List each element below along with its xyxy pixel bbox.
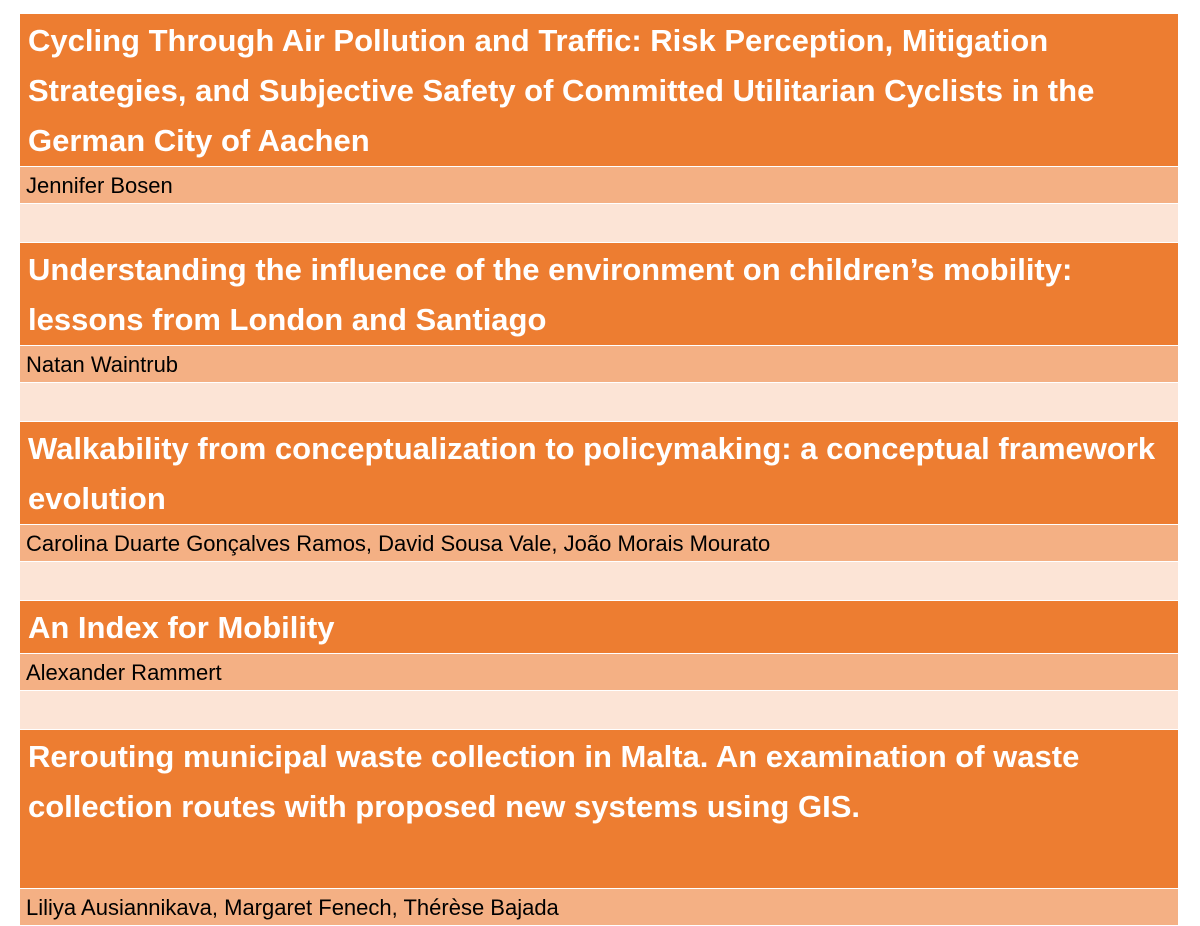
paper-authors: Liliya Ausiannikava, Margaret Fenech, Thérèse Bajada bbox=[20, 889, 1178, 926]
paper-authors: Carolina Duarte Gonçalves Ramos, David Sousa Vale, João Morais Mourato bbox=[20, 525, 1178, 562]
paper-authors: Natan Waintrub bbox=[20, 346, 1178, 383]
paper-authors: Jennifer Bosen bbox=[20, 167, 1178, 204]
row-spacer bbox=[20, 204, 1178, 243]
paper-authors: Alexander Rammert bbox=[20, 654, 1178, 691]
paper-list bbox=[20, 14, 1178, 926]
paper-title: Understanding the influence of the environment on children’s mobility: lessons from London and Santiago bbox=[20, 243, 1178, 346]
row-spacer bbox=[20, 691, 1178, 730]
paper-title: Cycling Through Air Pollution and Traffic: Risk Perception, Mitigation Strategies, and Subjective Safety of Committed Utilitarian Cyclists in the German City of Aachen bbox=[20, 14, 1178, 167]
paper-title: Rerouting municipal waste collection in Malta. An examination of waste collection routes with proposed new systems using GIS. bbox=[20, 730, 1178, 889]
paper-title: An Index for Mobility bbox=[20, 601, 1178, 654]
row-spacer bbox=[20, 383, 1178, 422]
row-spacer bbox=[20, 562, 1178, 601]
paper-title: Walkability from conceptualization to policymaking: a conceptual framework evolution bbox=[20, 422, 1178, 525]
